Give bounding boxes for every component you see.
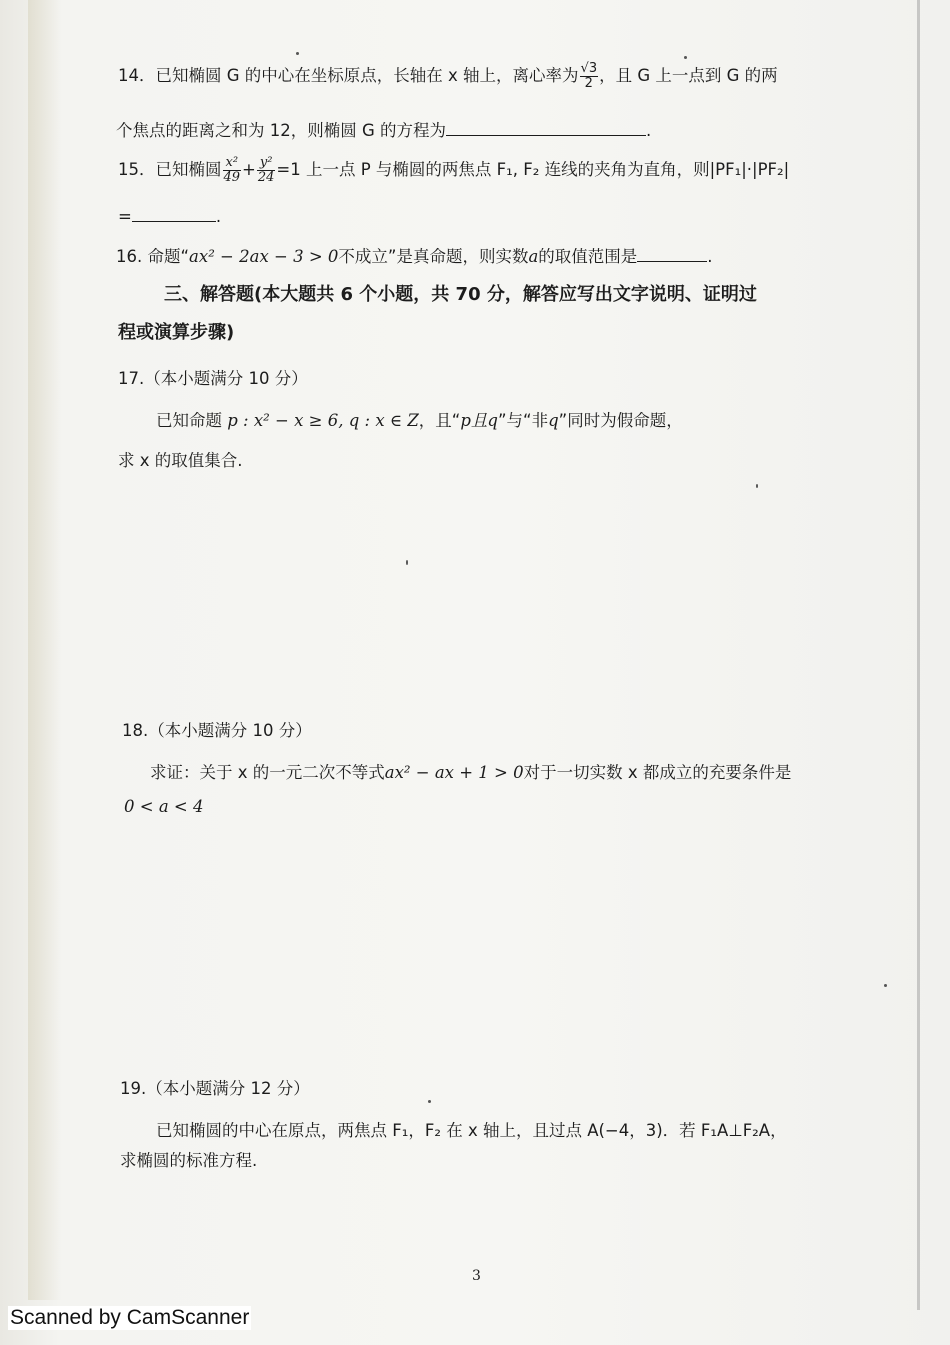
q16-period: . — [707, 247, 713, 266]
q18-expression: ax² − ax + 1 > 0 — [384, 763, 524, 782]
question-19-title: 19.（本小题满分 12 分） — [120, 1079, 310, 1098]
q15-period: . — [215, 207, 222, 226]
q17-expression: p : x² − x ≥ 6, q : x ∈ Z — [227, 411, 419, 430]
question-18-title: 18.（本小题满分 10 分） — [122, 721, 312, 740]
question-15-line-1 — [118, 156, 858, 185]
question-19-line-2: 求椭圆的标准方程. — [120, 1151, 258, 1170]
q17-text-c: ”与“非 — [497, 411, 549, 430]
q15-fraction-1-numerator: x² — [223, 156, 242, 171]
q16-answer-blank[interactable] — [637, 247, 707, 262]
q16-expression: ax² − 2ax − 3 > 0 — [189, 247, 339, 266]
scan-speck — [884, 984, 887, 987]
scan-edge-right — [917, 0, 920, 1310]
question-18-line-1 — [150, 762, 890, 784]
q16-variable: a — [528, 247, 539, 266]
q15-fraction-1 — [223, 156, 242, 185]
question-17-title: 17.（本小题满分 10 分） — [118, 369, 308, 388]
q17-text-b: ，且“ — [418, 411, 461, 430]
q17-expression-2: p且q — [460, 411, 498, 430]
q15-equals: = — [118, 207, 132, 226]
question-17-line-1 — [156, 410, 896, 432]
scan-speck — [684, 56, 687, 59]
scan-shadow-left — [28, 0, 62, 1300]
q14-text-a: 14．已知椭圆 G 的中心在坐标原点，长轴在 x 轴上，离心率为 — [118, 66, 579, 85]
q15-fraction-1-denominator: 49 — [223, 170, 241, 185]
q14-fraction-numerator: √3 — [580, 61, 598, 76]
q14-fraction — [580, 62, 599, 91]
page-number: 3 — [472, 1268, 481, 1284]
question-15-line-2 — [118, 206, 858, 228]
q16-text-b: 不成立”是真命题，则实数 — [338, 247, 529, 266]
q14-fraction-denominator: 2 — [584, 76, 593, 91]
q18-text-b: 对于一切实数 x 都成立的充要条件是 — [523, 763, 792, 782]
q18-text-a: 求证：关于 x 的一元二次不等式 — [150, 763, 385, 782]
scan-speck — [756, 484, 758, 488]
q15-answer-blank[interactable] — [132, 207, 216, 222]
section-3-heading-line-2: 程或演算步骤) — [118, 322, 235, 343]
q15-fraction-2 — [257, 156, 276, 185]
camscanner-watermark: Scanned by CamScanner — [10, 1306, 250, 1329]
q17-text-d: ”同时为假命题， — [558, 411, 683, 430]
q14-text-c: 个焦点的距离之和为 12，则椭圆 G 的方程为 — [116, 121, 447, 140]
q15-fraction-2-denominator: 24 — [257, 170, 275, 185]
question-14-line-1 — [118, 62, 858, 91]
q17-expression-3: q — [548, 411, 559, 430]
scan-speck — [428, 1100, 431, 1103]
q14-answer-blank[interactable] — [446, 121, 646, 136]
scan-speck — [296, 52, 299, 55]
question-18-line-2: 0 < a < 4 — [124, 797, 204, 816]
q15-text-a: 15．已知椭圆 — [118, 160, 222, 179]
question-17-line-2: 求 x 的取值集合. — [118, 451, 243, 470]
q15-plus: + — [242, 160, 256, 179]
scan-speck — [406, 560, 408, 565]
section-3-heading-line-1: 三、解答题(本大题共 6 个小题，共 70 分，解答应写出文字说明、证明过 — [164, 284, 757, 305]
q17-text-a: 已知命题 — [156, 411, 228, 430]
q16-text-c: 的取值范围是 — [538, 247, 638, 266]
q16-text-a: 16. 命题“ — [116, 247, 190, 266]
question-14-line-2 — [116, 120, 856, 142]
question-16 — [116, 246, 856, 268]
q15-text-b: =1 上一点 P 与椭圆的两焦点 F₁, F₂ 连线的夹角为直角，则|PF₁|·|PF₂| — [276, 160, 790, 179]
q14-text-b: ，且 G 上一点到 G 的两 — [599, 66, 778, 85]
q15-fraction-2-numerator: y² — [257, 156, 276, 171]
q14-period: . — [646, 121, 652, 140]
question-19-line-1: 已知椭圆的中心在原点，两焦点 F₁，F₂ 在 x 轴上，且过点 A(−4，3)．若 F₁A⊥F₂A， — [156, 1121, 787, 1140]
